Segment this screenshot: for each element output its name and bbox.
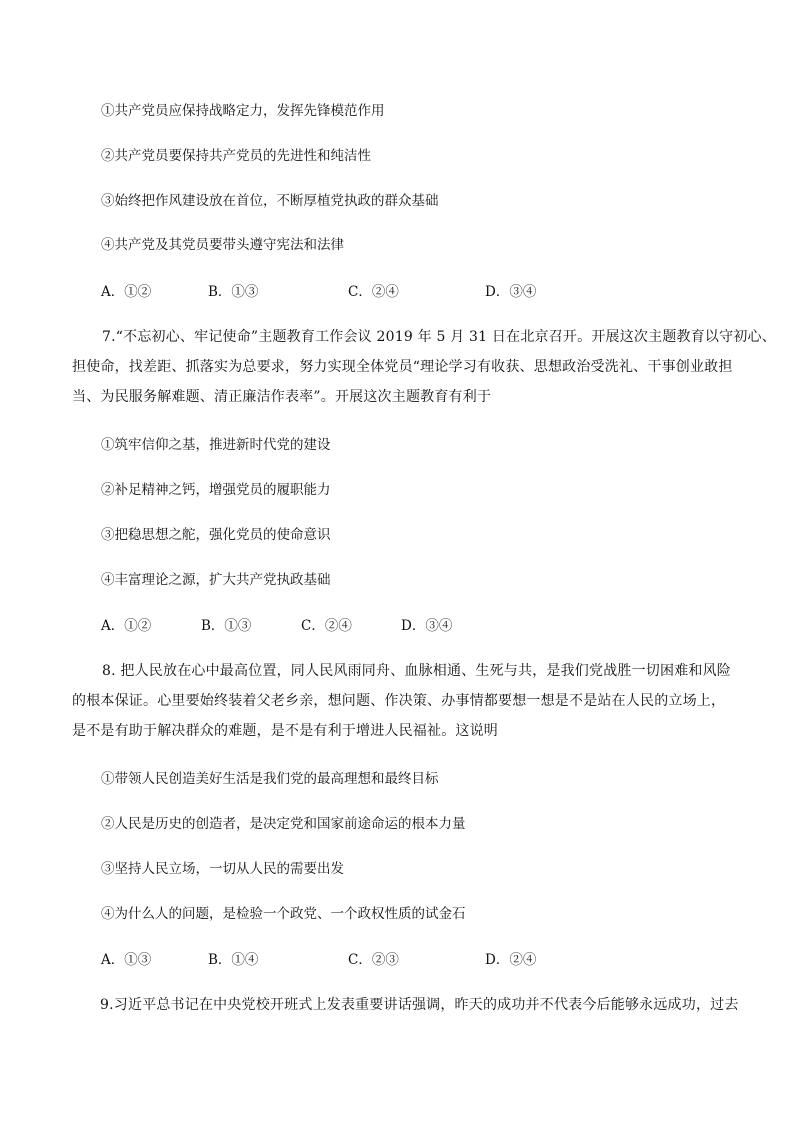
q8-choice-b: B．①④ bbox=[208, 952, 259, 968]
q9-stem bbox=[100, 990, 738, 1020]
q6-choice-c: C．②④ bbox=[348, 284, 399, 300]
q7-choice-c: C．②④ bbox=[301, 618, 352, 634]
q6-choice-a: A．①② bbox=[101, 284, 152, 300]
q7-stem bbox=[72, 322, 776, 412]
q7-stem-line-1: 7.“不忘初心、牢记使命”主题教育工作会议 2019 年 5 月 31 日在北京召开。开展这次主题教育以守初心、 bbox=[102, 329, 776, 345]
q8-choice-c: C．②③ bbox=[348, 952, 399, 968]
q7-stem-line-3: 当、为民服务解难题、清正廉洁作表率”。开展这次主题教育有利于 bbox=[72, 389, 492, 405]
q7-option-2: ②补足精神之钙，增强党员的履职能力 bbox=[101, 482, 331, 498]
q8-option-2: ②人民是历史的创造者，是决定党和国家前途命运的根本力量 bbox=[101, 816, 466, 832]
q7-option-1: ①筑牢信仰之基，推进新时代党的建设 bbox=[101, 437, 331, 453]
q8-stem bbox=[72, 656, 738, 746]
q8-stem-line-1: 8. 把人民放在心中最高位置，同人民风雨同舟、血脉相通、生死与共，是我们党战胜一切困难和风险 bbox=[102, 663, 732, 679]
q6-choice-b: B．①③ bbox=[208, 284, 259, 300]
q9-stem-line-1: 9.习近平总书记在中央党校开班式上发表重要讲话强调，昨天的成功并不代表今后能够永远成功，过去 bbox=[100, 997, 739, 1013]
q6-choice-d: D．③④ bbox=[485, 284, 537, 300]
q6-option-4: ④共产党及其党员要带头遵守宪法和法律 bbox=[101, 237, 344, 253]
q7-option-4: ④丰富理论之源，扩大共产党执政基础 bbox=[101, 572, 331, 588]
q7-choice-a: A．①② bbox=[101, 618, 152, 634]
q7-stem-line-2: 担使命，找差距、抓落实为总要求，努力实现全体党员“理论学习有收获、思想政治受洗礼、干事创业敢担 bbox=[72, 359, 733, 375]
q8-choice-d: D．②④ bbox=[485, 952, 537, 968]
q8-stem-line-3: 是不是有助于解决群众的难题，是不是有利于增进人民福祉。这说明 bbox=[72, 723, 498, 739]
q8-option-3: ③坚持人民立场，一切从人民的需要出发 bbox=[101, 861, 344, 877]
q8-option-1: ①带领人民创造美好生活是我们党的最高理想和最终目标 bbox=[101, 771, 439, 787]
q6-option-2: ②共产党员要保持共产党员的先进性和纯洁性 bbox=[101, 148, 371, 164]
q8-option-4: ④为什么人的问题，是检验一个政党、一个政权性质的试金石 bbox=[101, 906, 466, 922]
q7-option-3: ③把稳思想之舵，强化党员的使命意识 bbox=[101, 527, 331, 543]
q8-choice-a: A．①③ bbox=[101, 952, 152, 968]
q6-option-3: ③始终把作风建设放在首位，不断厚植党执政的群众基础 bbox=[101, 193, 439, 209]
q6-option-1: ①共产党员应保持战略定力，发挥先锋模范作用 bbox=[101, 103, 385, 119]
q7-choice-d: D．③④ bbox=[401, 618, 453, 634]
q7-choice-b: B．①③ bbox=[201, 618, 252, 634]
q8-stem-line-2: 的根本保证。心里要始终装着父老乡亲，想问题、作决策、办事情都要想一想是不是站在人民的立场上， bbox=[72, 693, 726, 709]
